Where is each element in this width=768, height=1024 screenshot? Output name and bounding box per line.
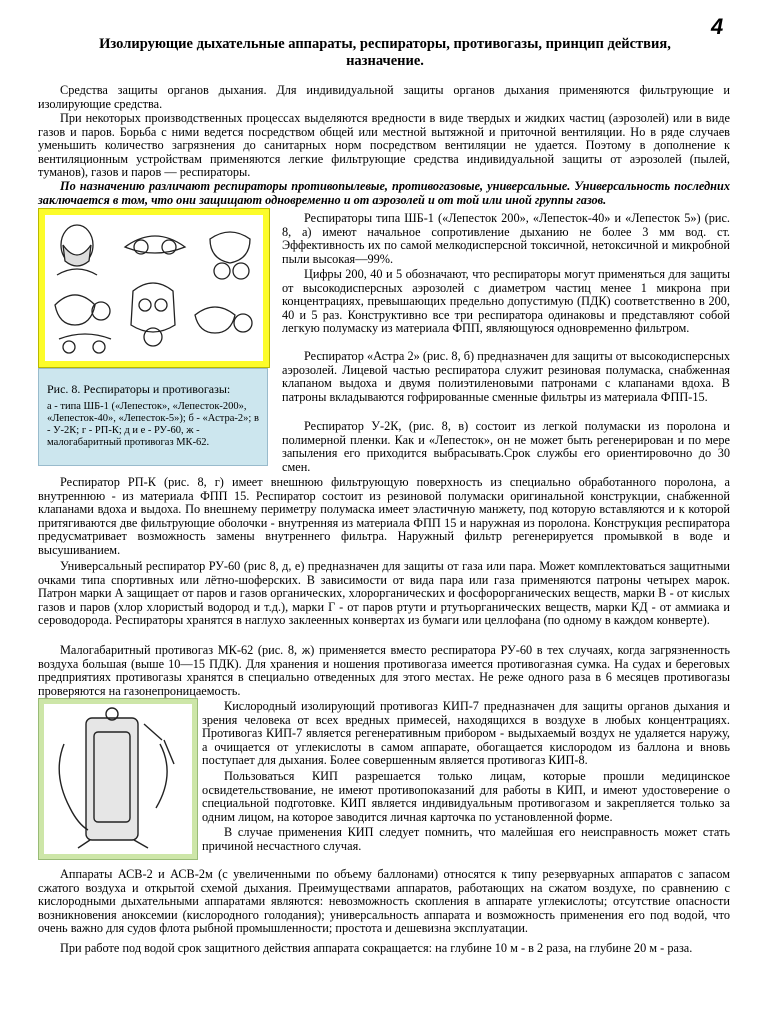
paragraph-mk62: Малогабаритный противогаз МК-62 (рис. 8, ж) применяется вместо респиратора РУ-60 в тех случаях, когда загрязненность воздуха большая (выше 10—15 ПДК). Для хранения и ношения противогаза имеется противогазная сумка. На судах и береговых предприятиях противогазы хранятся в специально отведенных для этого местах. Не реже одного раза в 6 месяцев противогазы проверяются на газонепроницаемость. xyxy=(38,643,730,698)
paragraph-ru60: Универсальный респиратор РУ-60 (рис 8, д, е) предназначен для защиты от газа или пара. Может комплектоваться защитными очками типа спортивных или лётно-шоферских. В зависимости от вида пара или газа применяются патроны четырех марок. Патрон марки А защищает от паров и газов органических, хлорорганических и фосфорорганических веществ, марки В - от кислых газов и паров (хлор хлористый водород и т.д.), марки Г - от паров ртути и ртутьорганических веществ, марки КД - от аммиака и сероводорода. Респираторы хранятся в наглухо заклеенных конвертах из бумаги или целлофана (по одному в каждом конверте). xyxy=(38,559,730,628)
kip-apparatus-figure xyxy=(38,698,198,860)
paragraph-shb1: Респираторы типа ШБ-1 («Лепесток 200», «Лепесток-40» и «Лепесток 5») (рис. 8, а) имеют начальное сопротивление дыханию не более 3 мм вод. ст. Эффективность их по самой мелкодисперсной токсичной, нетоксичной и микробной пыли высокая—99%. xyxy=(282,211,730,266)
page-number: 4 xyxy=(711,14,724,39)
page-title: Изолирующие дыхательные аппараты, респираторы, противогазы, принцип действия, назначение. xyxy=(99,36,671,69)
paragraph-kip-warning: В случае применения КИП следует помнить, что малейшая его неисправность может стать причиной несчастного случая. xyxy=(202,825,730,853)
kip-drawing xyxy=(44,704,190,852)
paragraph-ventilation: При некоторых производственных процессах выделяются вредности в виде твердых и жидких частиц (аэрозолей) или в виде газов и паров. Борьба с ними ведется посредством общей или местной вытяжной и приточной вентиляции. Но в ряде случаев уменьшить количество загрязнения до санитарных норм посредством вентиляции не удается. Поэтому в дополнение к вентиляционным устройствам применяются легкие фильтрующие средства индивидуальной защиты от аэрозолей (пылей, туманов), газов и паров — респираторы. xyxy=(38,111,730,180)
respirators-figure xyxy=(38,208,270,368)
paragraph-u2k: Респиратор У-2К, (рис. 8, в) состоит из легкой полумаски из поролона и полимерной пленки. Как и «Лепесток», он не может быть регенерирован и по мере запыления его приходится выбрасывать.Срок службы его ориентировочно до 30 смен. xyxy=(282,419,730,474)
caption-body: а - типа ШБ-1 («Лепесток», «Лепесток-200», «Лепесток-40», «Лепесток-5»); б - «Астра-2»; в - У-2К; г - РП-К; д и е - РУ-60, ж - малогабаритный противогаз МК-62. xyxy=(47,401,259,448)
paragraph-kip7: Кислородный изолирующий противогаз КИП-7 предназначен для защиты органов дыхания и зрения человека от всех вредных примесей, находящихся в воздухе в любых концентрациях. Противогаз КИП-7 является регенеративным прибором - выдыхаемый воздух не удаляется наружу, а очищается от углекислоты в самом аппарате, обогащается кислородом из баллона и вновь поступает для дыхания. Более совершенным является противогаз КИП-8. xyxy=(202,699,730,768)
figure-caption xyxy=(38,368,268,466)
paragraph-kip-use: Пользоваться КИП разрешается только лицам, которые прошли медицинское освидетельствование, не имеют противопоказаний для работы в КИП, и имеют удостоверение о специальной подготовке. КИП является индивидуальным противогазом и закрепляется только за одним лицом, на которое заводится личная карточка по установленной форме. xyxy=(202,769,730,824)
paragraph-astra2: Респиратор «Астра 2» (рис. 8, б) предназначен для защиты от высокодисперсных аэрозолей. Лицевой частью респиратора служит резиновая полумаска, снабженная клапаном выдоха и двумя полиэтиленовыми патронами с клапанами вдоха. В патроны вкладываются гофрированные сменные фильтры из материала ФПП-15. xyxy=(282,349,730,404)
paragraph-asv2: Аппараты АСВ-2 и АСВ-2м (с увеличенными по объему баллонами) относятся к типу резервуарных аппаратов с запасом сжатого воздуха и открытой схемой дыхания. Преимуществами аппаратов, работающих на сжатом воздухе, по сравнению с кислородными дыхательными аппаратами являются: невозможность скопления в аппарате углекислоты; отсутствие опасности возникновения аноксемии (кислородного голодания); универсальность аппарата и возможность применения его под водой, что очень важно для судов флота рыбной промышленности; простота и дешевизна эксплуатации. xyxy=(38,867,730,936)
paragraph-intro: Средства защиты органов дыхания. Для индивидуальной защиты органов дыхания применяются фильтрующие и изолирующие средства. xyxy=(38,83,730,111)
respirators-drawing xyxy=(45,215,261,359)
paragraph-classification: По назначению различают респираторы противопылевые, противогазовые, универсальные. Универсальность последних заключается в том, что они защищают одновременно и от аэрозолей и от той или иной группы газов. xyxy=(38,179,730,207)
paragraph-rpk: Респиратор РП-К (рис. 8, г) имеет внешнюю фильтрующую поверхность из специально обработанного поролона, а внутреннюю - из материала ФПП 15. Респиратор состоит из резиновой полумаски оригинальной конструкции, снабженной клапанами вдоха и выдоха. По внешнему периметру полумаска имеет эластичную манжету, под которую вставляются и к которой притягиваются две фильтрующие оболочки - внутренняя из материала ФПП 15 и наружная из поролона. Конструкция респиратора предусматривает возможность замены внутреннего фильтра. Наружный фильтр регенерируется промывкой в воде и высушиванием. xyxy=(38,475,730,557)
paragraph-underwater: При работе под водой срок защитного действия аппарата сокращается: на глубине 10 м - в 2 раза, на глубине 20 м - раза. xyxy=(60,941,693,955)
paragraph-pdk: Цифры 200, 40 и 5 обозначают, что респираторы могут применяться для защиты от высокодисперсных аэрозолей с диаметром частиц менее 1 микрона при концентрациях, превышающих предельно допустимую (ПДК) соответственно в 200, 40 и 5 раз. Конструктивно все три респиратора одинаковы и представляют собой легкую полумаску из материала ФПП, являющуюся одновременно фильтром. xyxy=(282,267,730,336)
caption-title: Рис. 8. Респираторы и противогазы: xyxy=(47,382,231,396)
